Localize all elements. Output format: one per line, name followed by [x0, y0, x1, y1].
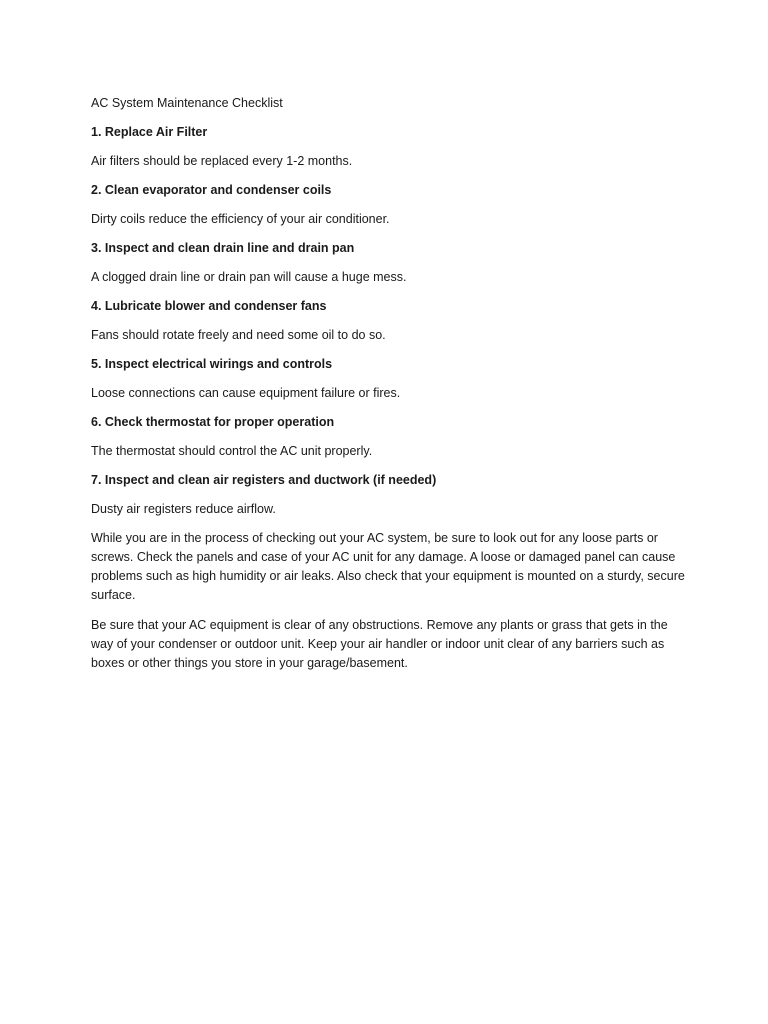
checklist-item-description: Loose connections can cause equipment failure or fires. [91, 386, 401, 400]
checklist-item-heading: 3. Inspect and clean drain line and drain pan [91, 241, 355, 255]
document-title: AC System Maintenance Checklist [91, 96, 283, 110]
checklist-item-description: Air filters should be replaced every 1-2 months. [91, 154, 353, 168]
checklist-item-heading: 2. Clean evaporator and condenser coils [91, 183, 332, 197]
document-page [91, 94, 691, 684]
checklist-item-heading: 5. Inspect electrical wirings and controls [91, 357, 333, 371]
checklist [91, 123, 691, 518]
checklist-item-heading: 1. Replace Air Filter [91, 125, 208, 139]
checklist-item-description: A clogged drain line or drain pan will cause a huge mess. [91, 270, 407, 284]
checklist-item-heading: 4. Lubricate blower and condenser fans [91, 299, 327, 313]
checklist-item-heading: 7. Inspect and clean air registers and ductwork (if needed) [91, 473, 437, 487]
checklist-item-description: Dusty air registers reduce airflow. [91, 502, 276, 516]
checklist-item-description: Fans should rotate freely and need some oil to do so. [91, 328, 386, 342]
checklist-item-description: The thermostat should control the AC unit properly. [91, 444, 373, 458]
body-paragraph: Be sure that your AC equipment is clear of any obstructions. Remove any plants or grass that gets in the way of your condenser or outdoor unit. Keep your air handler or indoor unit clear of any barriers such as boxes or other things you store in your garage/basement. [91, 618, 668, 670]
checklist-item-description: Dirty coils reduce the efficiency of your air conditioner. [91, 212, 390, 226]
body-paragraph: While you are in the process of checking out your AC system, be sure to look out for any loose parts or screws. Check the panels and case of your AC unit for any damage. A loose or damaged panel can cause problems such as high humidity or air leaks. Also check that your equipment is mounted on a sturdy, secure surface. [91, 531, 685, 602]
checklist-item-heading: 6. Check thermostat for proper operation [91, 415, 335, 429]
